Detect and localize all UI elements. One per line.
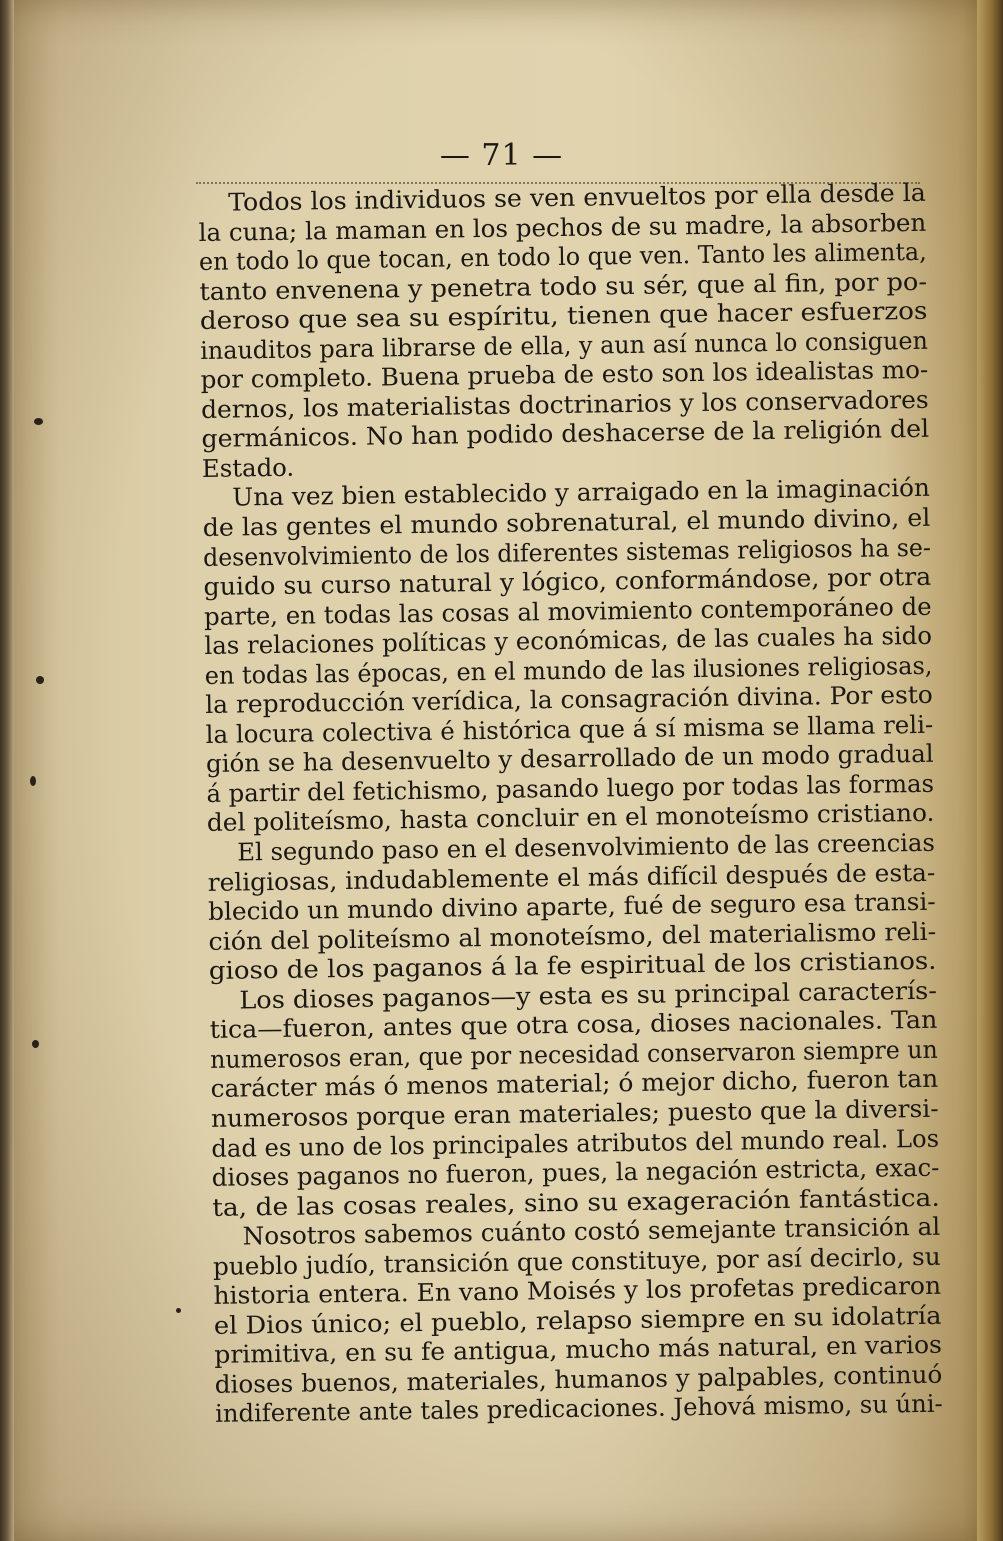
text-line: á partir del fetichismo, pasando luego por todas las formas — [206, 768, 935, 808]
text-line: Una vez bien establecido y arraigado en la imaginación — [232, 473, 931, 513]
text-line: por completo. Buena prueba de esto son los idealistas mo- — [200, 355, 929, 395]
text-line: las relaciones políticas y económicas, de las cuales ha sido — [204, 620, 933, 661]
text-line: religiosas, indudablemente el más difícil después de esta- — [207, 857, 936, 897]
text-line: pueblo judío, transición que constituye, por así decirlo, su — [212, 1241, 941, 1281]
text-line: historia entera. En vano Moisés y los profetas predicaron — [213, 1270, 942, 1311]
text-line: la locura colectiva é histórica que á sí misma se llama reli- — [205, 709, 934, 749]
margin-mark — [30, 776, 36, 786]
text-line: primitiva, en su fe antigua, mucho más natural, en varios — [214, 1330, 943, 1370]
text-line: gión se ha desenvuelto y desarrollado de un modo gradual — [205, 739, 934, 779]
text-line: la cuna; la maman en los pechos de su madre, la absorben — [198, 207, 927, 247]
margin-mark — [36, 676, 44, 684]
text-line: dad es uno de los principales atributos del mundo real. Los — [211, 1123, 940, 1163]
text-line: en todo lo que tocan, en todo lo que ven. Tanto les alimenta, — [198, 236, 927, 277]
text-line: el Dios único; el pueblo, relapso siempre en su idolatría — [213, 1300, 942, 1340]
text-line: indiferente ante tales predicaciones. Jehová mismo, su úni- — [214, 1389, 943, 1429]
text-line: dioses buenos, materiales, humanos y palpables, continuó — [214, 1359, 943, 1399]
text-line: tanto envenena y penetra todo su sér, que al fin, por po- — [199, 266, 928, 306]
text-line: Estado. — [201, 452, 295, 483]
text-line: del politeísmo, hasta concluir en el monoteísmo cristiano. — [206, 798, 935, 838]
page-number: — 71 — — [439, 138, 564, 173]
body-text — [198, 178, 943, 1429]
text-line: carácter más ó menos material; ó mejor dicho, fueron tan — [210, 1064, 939, 1104]
text-line: de las gentes el mundo sobrenatural, el mundo divino, el — [202, 502, 931, 542]
text-line: numerosos eran, que por necesidad conservaron siempre un — [209, 1034, 938, 1074]
text-line: parte, en todas las cosas al movimiento contemporáneo de — [203, 591, 932, 631]
text-line: la reproducción verídica, la consagración divina. Por esto — [205, 680, 934, 720]
text-line: tica—fueron, antes que otra cosa, dioses nacionales. Tan — [209, 1005, 938, 1045]
page-right-edge — [977, 0, 1003, 1541]
text-line: deroso que sea su espíritu, tienen que hacer esfuerzos — [199, 296, 928, 336]
text-line: dioses paganos no fueron, pues, la negación estricta, exac- — [211, 1152, 940, 1192]
text-line: gioso de los paganos á la fe espiritual de los cristianos. — [208, 945, 937, 986]
text-line: El segundo paso en el desenvolvimiento de las creencias — [237, 827, 936, 867]
text-line: blecido un mundo divino aparte, fué de seguro esa transi- — [207, 886, 936, 927]
text-line: Nosotros sabemos cuánto costó semejante transición al — [242, 1211, 941, 1251]
text-line: numerosos porque eran materiales; puesto que la diversi- — [210, 1093, 939, 1133]
text-line: en todas las épocas, en el mundo de las ilusiones religiosas, — [204, 650, 933, 690]
text-line: desenvolvimiento de los diferentes sistemas religiosos ha se- — [202, 532, 931, 572]
text-line: Los dioses paganos—y esta es su principal caracterís- — [239, 975, 938, 1015]
text-line: ta, de las cosas reales, sino su exageración fantástica. — [212, 1182, 940, 1222]
text-line: Todos los individuos se ven envueltos por ella desde la — [227, 177, 927, 217]
page-left-edge — [0, 0, 14, 1541]
margin-mark — [176, 1308, 181, 1313]
text-line: inauditos para librarse de ella, y aun así nunca lo consiguen — [200, 325, 929, 365]
margin-mark — [32, 1040, 39, 1048]
text-line: guido su curso natural y lógico, conformándose, por otra — [203, 561, 932, 602]
text-line: germánicos. No han podido deshacerse de la religión del — [201, 414, 930, 454]
text-line: ción del politeísmo al monoteísmo, del materialismo reli- — [208, 916, 937, 956]
margin-mark — [34, 418, 43, 425]
text-line: dernos, los materialistas doctrinarios y los conservadores — [200, 384, 929, 424]
